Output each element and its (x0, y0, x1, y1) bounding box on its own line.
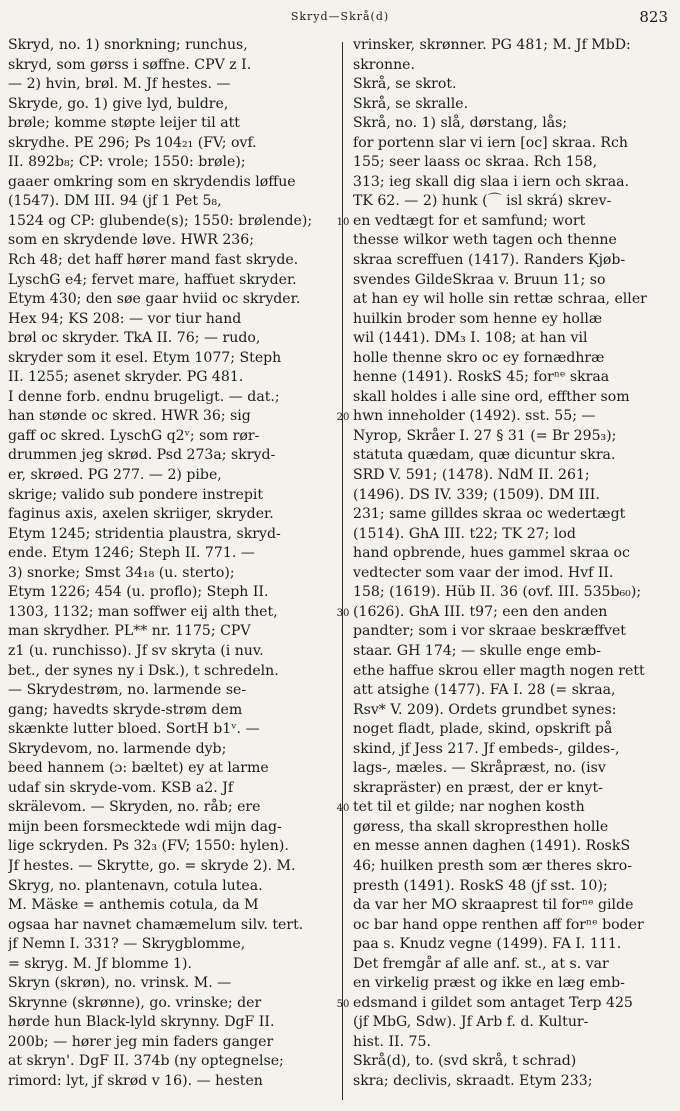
text-line: statuta quædam, quæ dicuntur skra. (353, 447, 616, 464)
text-line: gang; havedts skryde-strøm dem (8, 701, 243, 718)
text-line: Etym 1245; stridentia plaustra, skryd- (8, 525, 281, 542)
text-line: Skryde, go. 1) give lyd, buldre, (8, 95, 229, 112)
text-line: Det fremgår af alle anf. st., at s. var (353, 955, 609, 972)
right-column (353, 36, 669, 1104)
margin-line-number: 50 (336, 998, 350, 1010)
text-line: tet til et gilde; nar noghen kosth (353, 799, 585, 816)
text-line: skraa screffuen (1417). Randers Kjøb- (353, 252, 626, 269)
text-line: skryd, som gørss i søffne. CPV z I. (8, 56, 252, 73)
text-line: 231; same gilldes skraa oc wedertægt (353, 506, 626, 523)
text-line: rimord: lyt, jf skrød v 16). — hesten (8, 1072, 263, 1089)
text-line: man skrydher. PL** nr. 1175; CPV (8, 623, 251, 640)
text-line: brøl oc skryder. TkA II. 76; — rudo, (8, 330, 261, 347)
text-line: I denne forb. endnu brugeligt. — dat.; (8, 388, 280, 405)
text-line: TK 62. — 2) hunk (⌒ isl skrá) skrev- (353, 193, 612, 210)
text-line: att atsighe (1477). FA I. 28 (= skraa, (353, 682, 616, 699)
text-line: bet., der synes ny i Dsk.), t schredeln. (8, 662, 279, 679)
text-line: henne (1491). RoskS 45; forⁿᵉ skraa (353, 369, 610, 386)
text-line: (jf MbG, Sdw). Jf Arb f. d. Kultur- (353, 1014, 589, 1031)
text-line: (1626). GhA III. t97; een den anden (353, 603, 608, 620)
text-line: z1 (u. runchisso). Jf sv skryta (i nuv. (8, 642, 264, 659)
text-line: skryder som it esel. Etym 1077; Steph (8, 349, 282, 366)
text-line: ogsaa har navnet chamæmelum silv. tert. (8, 916, 304, 933)
text-line: 158; (1619). Hüb II. 36 (ovf. III. 535b₆₀); (353, 584, 642, 601)
text-line: som en skrydende løve. HWR 236; (8, 232, 254, 249)
text-line: skrige; valido sub pondere instrepit (8, 486, 264, 503)
text-line: at han ey wil holle sin rettæ schraa, eller (353, 291, 647, 308)
text-line: Skryg, no. plantenavn, cotula lutea. (8, 877, 263, 894)
running-head: Skryd—Skrå(d) (290, 10, 390, 23)
text-line: en vedtægt for et samfund; wort (353, 212, 586, 229)
text-line: Skrynne (skrønne), go. vrinske; der (8, 994, 262, 1011)
text-line: huilkin broder som henne ey hollæ (353, 310, 603, 327)
text-line: lags-, mæles. — Skråpræst, no. (isv (353, 760, 606, 777)
margin-line-number: 40 (336, 803, 350, 815)
text-line: Rch 48; det haff hører mand fast skryde. (8, 252, 299, 269)
text-line: staar. GH 174; — skulle enge emb- (353, 642, 602, 659)
text-line: oc bar hand oppe renthen aff forⁿᵉ boder (353, 916, 644, 933)
text-line: Skrå, se skralle. (353, 95, 469, 112)
text-line: hørde hun Black-lyld skrynny. DgF II. (8, 1014, 275, 1031)
text-line: skronne. (353, 56, 415, 73)
page-header (0, 6, 680, 30)
text-line: gaaer omkring som en skrydendis løffue (8, 173, 296, 190)
text-line: paa s. Knudz vegne (1499). FA I. 111. (353, 936, 622, 953)
text-line: Hex 94; KS 208: — vor tiur hand (8, 310, 242, 327)
text-line: vedtecter som vaar der imod. Hvf II. (353, 564, 614, 581)
margin-line-number: 30 (336, 607, 350, 619)
text-line: LyschG e4; fervet mare, haffuet skryder. (8, 271, 297, 288)
text-line: Skrå(d), to. (svd skrå, t schrad) (353, 1053, 577, 1070)
text-line: pandter; som i vor skraae beskræffvet (353, 623, 626, 640)
text-line: SRD V. 591; (1478). NdM II. 261; (353, 467, 590, 484)
text-line: (1547). DM III. 94 (jf 1 Pet 5₈, (8, 193, 222, 210)
text-line: Jf hestes. — Skrytte, go. = skryde 2). M. (8, 857, 296, 874)
text-line: holle thenne skro oc ey fornædhræ (353, 349, 605, 366)
text-line: hwn inneholder (1492). sst. 55; — (353, 408, 596, 425)
text-line: svendes GildeSkraa v. Bruun 11; so (353, 271, 606, 288)
text-line: gøress, tha skall skropresthen holle (353, 818, 609, 835)
text-line: Rsv* V. 209). Ordets grundbet synes: (353, 701, 617, 718)
text-line: thesse wilkor weth tagen och thenne (353, 232, 617, 249)
text-line: Skryn (skrøn), no. vrinsk. M. — (8, 975, 232, 992)
text-line: en virkelig præst og ikke en læg emb- (353, 975, 625, 992)
text-line: Nyrop, Skråer I. 27 § 31 (= Br 295₃); (353, 427, 617, 444)
text-line: faginus axis, axelen skriiger, skryder. (8, 506, 274, 523)
text-line: 1524 og CP: glubende(s); 1550: brølende); (8, 212, 313, 229)
margin-line-number: 10 (336, 216, 350, 228)
text-line: skænkte lutter bloed. SortH b1ᵛ. — (8, 721, 260, 738)
text-line: at skryn'. DgF II. 374b (ny optegnelse; (8, 1053, 284, 1070)
text-line: en messe annen daghen (1491). RoskS (353, 838, 631, 855)
text-line: ethe haffue skrou eller magth nogen rett (353, 662, 645, 679)
text-line: jf Nemn I. 331? — Skrygblomme, (8, 936, 246, 953)
text-line: skrapräster) en præst, der er knyt- (353, 779, 603, 796)
text-line: (1496). DS IV. 339; (1509). DM III. (353, 486, 600, 503)
text-line: 46; huilken presth som ær theres skro- (353, 857, 632, 874)
text-line: 200b; — hører jeg min faders ganger (8, 1033, 274, 1050)
margin-line-number: 20 (336, 412, 350, 424)
text-line: 313; ieg skall dig slaa i iern och skraa. (353, 173, 630, 190)
text-line: brøle; komme støpte leijer til att (8, 115, 240, 132)
text-line: gaff oc skred. LyschG q2ᵛ; som rør- (8, 427, 260, 444)
text-line: M. Mäske = anthemis cotula, da M (8, 897, 259, 914)
column-divider (342, 42, 343, 1100)
text-line: II. 1255; asenet skryder. PG 481. (8, 369, 244, 386)
text-line: beed hannem (ɔ: bæltet) ey at larme (8, 760, 269, 777)
text-line: skra; declivis, skraadt. Etym 233; (353, 1072, 593, 1089)
text-line: da var her MO skraaprest til forⁿᵉ gilde (353, 897, 634, 914)
text-line: er, skrøed. PG 277. — 2) pibe, (8, 467, 222, 484)
text-line: ende. Etym 1246; Steph II. 771. — (8, 545, 255, 562)
text-line: wil (1441). DM₃ I. 108; at han vil (353, 330, 588, 347)
text-line: for portenn slar vi iern [oc] skraa. Rch (353, 134, 628, 151)
text-line: 3) snorke; Smst 34₁₈ (u. sterto); (8, 564, 235, 581)
page-number: 823 (639, 8, 668, 26)
text-line: II. 892b₈; CP: vrole; 1550: brøle); (8, 154, 246, 171)
text-line: noget fladt, plade, skind, opskrift på (353, 721, 613, 738)
text-line: udaf sin skryde-vom. KSB a2. Jf (8, 779, 234, 796)
left-column (8, 36, 332, 1104)
text-line: (1514). GhA III. t22; TK 27; lod (353, 525, 576, 542)
text-line: hand opbrende, hues gammel skraa oc (353, 545, 630, 562)
text-line: — Skrydestrøm, no. larmende se- (8, 682, 247, 699)
text-line: hist. II. 75. (353, 1033, 431, 1050)
text-line: Skrå, no. 1) slå, dørstang, lås; (353, 115, 568, 132)
text-line: — 2) hvin, brøl. M. Jf hestes. — (8, 76, 231, 93)
text-line: skrälevom. — Skryden, no. råb; ere (8, 799, 261, 816)
text-line: lige sckryden. Ps 32₃ (FV; 1550: hylen). (8, 838, 289, 855)
text-line: Etym 430; den søe gaar hviid oc skryder. (8, 291, 301, 308)
text-line: skall holdes i alle sine ord, effther som (353, 388, 630, 405)
text-line: edsmand i gildet som antaget Terp 425 (353, 994, 633, 1011)
text-line: drummen jeg skrød. Psd 273a; skryd- (8, 447, 276, 464)
text-line: mijn been forsmecktede wdi mijn dag- (8, 818, 282, 835)
text-line: = skryg. M. Jf blomme 1). (8, 955, 192, 972)
text-line: Etym 1226; 454 (u. proflo); Steph II. (8, 584, 269, 601)
text-line: presth (1491). RoskS 48 (jf sst. 10); (353, 877, 608, 894)
text-line: 155; seer laass oc skraa. Rch 158, (353, 154, 598, 171)
text-line: Skryd, no. 1) snorkning; runchus, (8, 37, 248, 53)
text-line: skrydhe. PE 296; Ps 104₂₁ (FV; ovf. (8, 134, 257, 151)
text-line: Skrydevom, no. larmende dyb; (8, 740, 227, 757)
text-line: 1303, 1132; man soffwer eij alth thet, (8, 603, 278, 620)
text-line: Skrå, se skrot. (353, 76, 457, 93)
text-line: vrinsker, skrønner. PG 481; M. Jf MbD: (353, 37, 631, 53)
text-line: skind, jf Jess 217. Jf embeds-, gildes-, (353, 740, 620, 757)
text-line: han stønde oc skred. HWR 36; sig (8, 408, 251, 425)
